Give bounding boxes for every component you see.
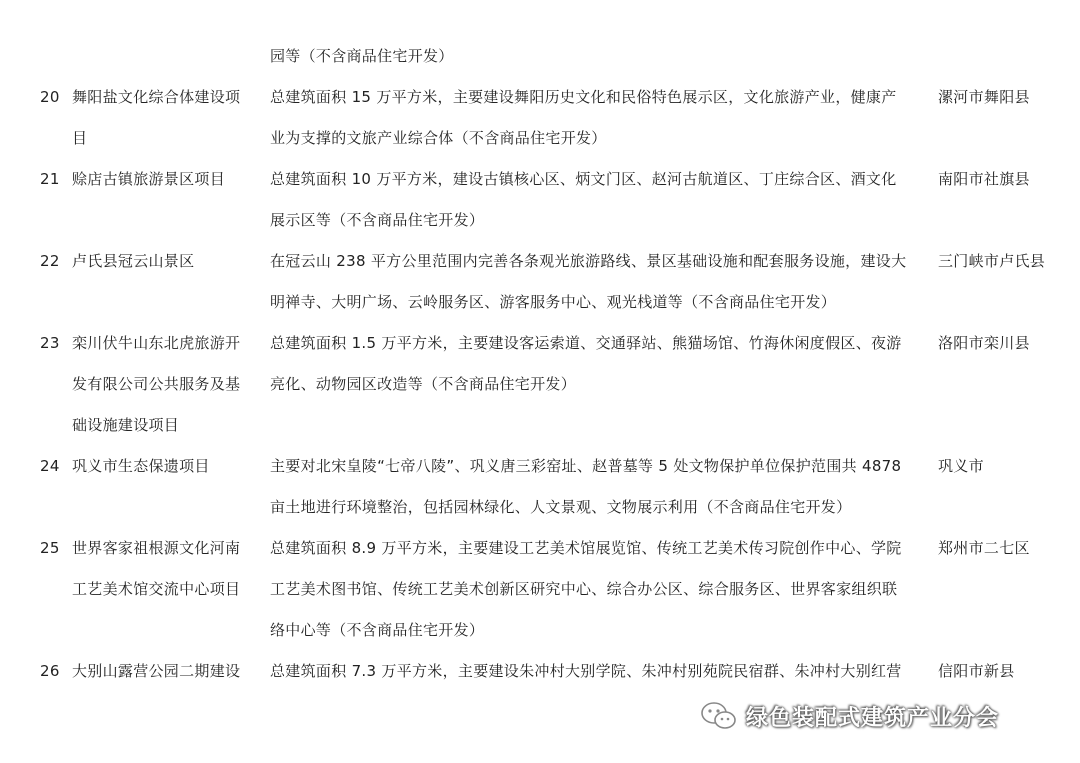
project-description-line: 总建筑面积 1.5 万平方米，主要建设客运索道、交通驿站、熊猫场馆、竹海休闲度假区、夜游 — [270, 334, 902, 352]
project-name-line: 工艺美术馆交流中心项目 — [72, 580, 241, 598]
table-row — [0, 528, 1080, 651]
project-description-line: 亮化、动物园区改造等（不含商品住宅开发） — [270, 375, 577, 393]
row-number: 24 — [40, 457, 60, 475]
table-row — [0, 241, 1080, 323]
project-description-line: 总建筑面积 8.9 万平方米，主要建设工艺美术馆展览馆、传统工艺美术传习院创作中心、学院 — [270, 539, 902, 557]
table-row — [0, 323, 1080, 446]
row-number: 20 — [40, 88, 60, 106]
project-location: 漯河市舞阳县 — [938, 88, 1030, 106]
project-name-line: 舞阳盐文化综合体建设项 — [72, 88, 241, 106]
table-row — [0, 77, 1080, 159]
row-number: 22 — [40, 252, 60, 270]
wechat-icon — [700, 701, 738, 731]
project-name-line: 卢氏县冠云山景区 — [72, 252, 195, 270]
row-number: 21 — [40, 170, 60, 188]
project-name-line: 巩义市生态保遗项目 — [72, 457, 210, 475]
project-name-line: 大别山露营公园二期建设 — [72, 662, 241, 680]
table-row — [0, 651, 1080, 692]
project-name-line: 础设施建设项目 — [72, 416, 180, 434]
project-description-line: 主要对北宋皇陵“七帝八陵”、巩义唐三彩窑址、赵普墓等 5 处文物保护单位保护范围共 4878 — [270, 457, 902, 475]
project-name-line: 目 — [72, 129, 88, 147]
project-description-line: 总建筑面积 7.3 万平方米，主要建设朱冲村大别学院、朱冲村别苑院民宿群、朱冲村大别红营 — [270, 662, 902, 680]
project-location: 郑州市二七区 — [938, 539, 1030, 557]
project-location: 洛阳市栾川县 — [938, 334, 1030, 352]
table-row — [0, 159, 1080, 241]
project-description-line: 络中心等（不含商品住宅开发） — [270, 621, 485, 639]
row-number: 26 — [40, 662, 60, 680]
project-name-line: 栾川伏牛山东北虎旅游开 — [72, 334, 241, 352]
project-description-line: 明禅寺、大明广场、云岭服务区、游客服务中心、观光栈道等（不含商品住宅开发） — [270, 293, 837, 311]
project-location: 巩义市 — [938, 457, 984, 475]
project-description-line: 业为支撑的文旅产业综合体（不含商品住宅开发） — [270, 129, 607, 147]
project-location: 三门峡市卢氏县 — [938, 252, 1046, 270]
project-description-line: 总建筑面积 15 万平方米，主要建设舞阳历史文化和民俗特色展示区，文化旅游产业，健康产 — [270, 88, 897, 106]
project-description-line: 总建筑面积 10 万平方米，建设古镇核心区、炳文门区、赵河古航道区、丁庄综合区、酒文化 — [270, 170, 897, 188]
table-row — [0, 446, 1080, 528]
row-number: 23 — [40, 334, 60, 352]
project-name-line: 赊店古镇旅游景区项目 — [72, 170, 226, 188]
project-name-line: 发有限公司公共服务及基 — [72, 375, 241, 393]
watermark — [700, 698, 999, 734]
project-description-line: 亩土地进行环境整治，包括园林绿化、人文景观、文物展示利用（不含商品住宅开发） — [270, 498, 852, 516]
row-number: 25 — [40, 539, 60, 557]
watermark-text: 绿色装配式建筑产业分会 — [746, 705, 1000, 731]
project-description-line: 在冠云山 238 平方公里范围内完善各条观光旅游路线、景区基础设施和配套服务设施，建设大 — [270, 252, 907, 270]
project-description-line: 展示区等（不含商品住宅开发） — [270, 211, 485, 229]
project-location: 南阳市社旗县 — [938, 170, 1030, 188]
table-row — [0, 36, 1080, 77]
project-location: 信阳市新县 — [938, 662, 1015, 680]
project-description-line: 园等（不含商品住宅开发） — [270, 47, 454, 65]
project-description-line: 工艺美术图书馆、传统工艺美术创新区研究中心、综合办公区、综合服务区、世界客家组织联 — [270, 580, 898, 598]
project-name-line: 世界客家祖根源文化河南 — [72, 539, 241, 557]
